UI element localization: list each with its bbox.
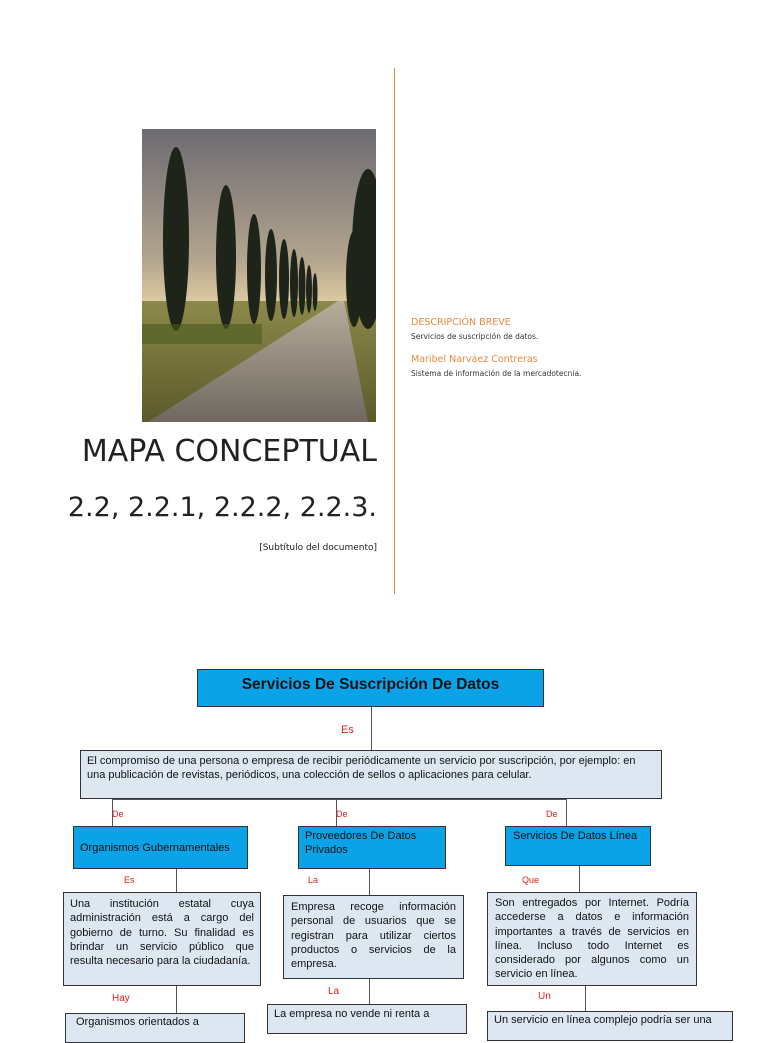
detail-text: Una institución estatal cuya administración está a cargo del gobierno de turno. Su finalidad es brindar un servicio público que resulta necesario para la ciudadanía.	[70, 898, 254, 968]
detail-text: Empresa recoge información personal de usuarios que se registran para utilizar ciertos productos o servicios de la empresa.	[291, 901, 456, 971]
cover-photo	[142, 129, 376, 422]
author-name: Maribel Narváez Contreras	[411, 354, 538, 365]
bottom-box-proveedores	[267, 1004, 467, 1034]
detail-box-servicios-linea	[487, 892, 697, 986]
link-la-bottom: La	[328, 986, 340, 997]
branch-title: Servicios De Datos Línea	[513, 830, 638, 842]
map-title: Servicios De Suscripción De Datos	[241, 676, 500, 693]
connector-line	[371, 707, 372, 750]
link-que: Que	[522, 875, 540, 885]
section-numbers: 2.2, 2.2.1, 2.2.2, 2.2.3.	[67, 492, 377, 523]
detail-text: Son entregados por Internet. Podría accederse a datos e información importantes a través de servicios en línea. Incluso todo Internet es considerado por algunos como un servicio en línea.	[495, 897, 689, 981]
definition-text: El compromiso de una persona o empresa de recibir periódicamente un servicio por suscripción, por ejemplo: en una publicación de revistas, periódicos, una colección de sellos o aplicaciones para celular.	[87, 755, 636, 781]
bottom-text: La empresa no vende ni renta a	[274, 1008, 430, 1020]
bottom-text: Un servicio en línea complejo podría ser una	[494, 1014, 712, 1026]
bottom-box-servicios-linea	[487, 1011, 733, 1041]
document-title: MAPA CONCEPTUAL	[81, 434, 377, 469]
connector-line	[369, 979, 370, 1004]
bottom-box-organismos	[65, 1013, 245, 1043]
description-heading: DESCRIPCIÓN BREVE	[411, 317, 511, 328]
detail-box-proveedores	[283, 895, 464, 979]
connector-line	[566, 799, 567, 826]
vertical-divider	[394, 68, 395, 594]
link-de-1: De	[112, 809, 124, 819]
branch-box-organismos	[73, 826, 248, 869]
link-hay: Hay	[112, 993, 130, 1004]
connector-line	[579, 866, 580, 892]
definition-box	[80, 750, 662, 799]
branch-box-proveedores	[298, 826, 446, 869]
link-la: La	[308, 875, 319, 885]
branch-title: Organismos Gubernamentales	[80, 842, 230, 854]
course-name: Sistema de información de la mercadotecnia.	[411, 369, 582, 378]
map-title-box	[197, 669, 544, 707]
connector-line	[112, 799, 566, 800]
description-text: Servicios de suscripción de datos.	[411, 332, 539, 341]
connector-line	[176, 869, 177, 892]
bottom-text: Organismos orientados a	[76, 1016, 199, 1028]
branch-box-servicios-linea	[505, 826, 651, 866]
connector-line	[585, 986, 586, 1011]
link-es-branch: Es	[124, 875, 135, 885]
link-un: Un	[538, 991, 551, 1002]
link-es: Es	[341, 724, 354, 736]
link-de-3: De	[546, 809, 558, 819]
connector-line	[176, 986, 177, 1013]
link-de-2: De	[336, 809, 348, 819]
document-subtitle: [Subtítulo del documento]	[259, 543, 377, 553]
connector-line	[369, 869, 370, 895]
branch-title: Proveedores De Datos Privados	[305, 830, 417, 856]
detail-box-organismos	[63, 892, 261, 986]
